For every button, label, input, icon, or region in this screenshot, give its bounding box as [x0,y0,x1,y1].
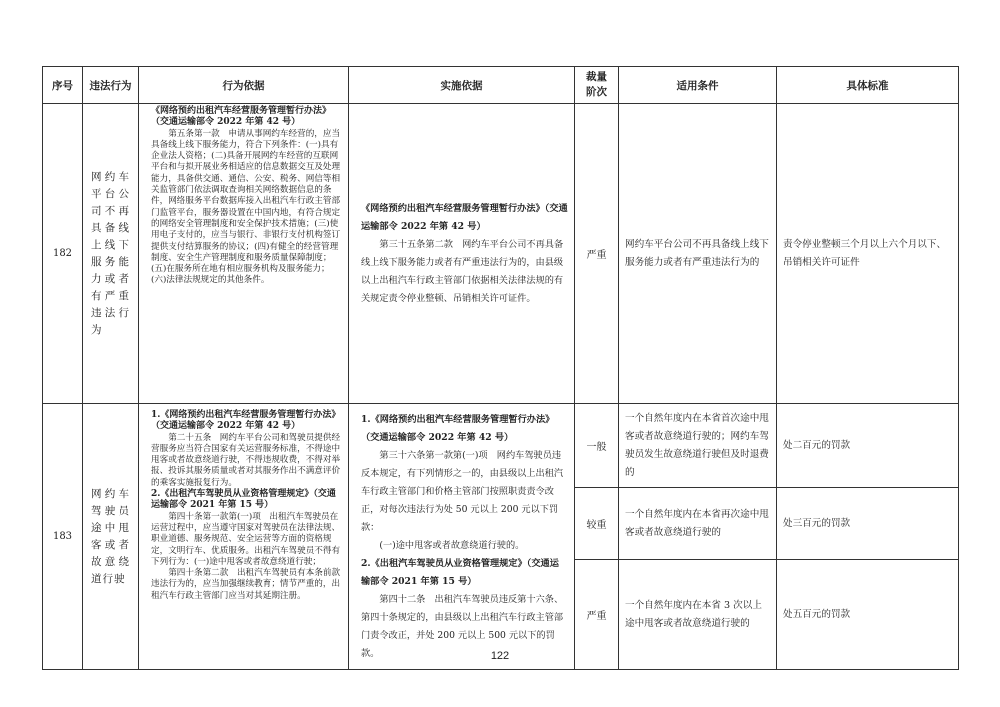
condition-cell: 一个自然年度内在本省首次途中甩客或者故意绕道行驶的；网约车驾驶员发生故意绕道行驶但及时退费的 [619,404,777,488]
basis-cell [139,104,349,404]
level-cell: 一般 [575,404,619,488]
condition-cell: 一个自然年度内在本省 3 次以上途中甩客或者故意绕道行驶的 [619,560,777,670]
header-basis: 行为依据 [139,67,349,104]
basis-clause: 第四十条第一款第(一)项 出租汽车驾驶员在运营过程中，应当遵守国家对驾驶员在法律法规、职业道德、服务规范、安全运营等方面的资格规定，文明行车、优质服务。出租汽车驾驶员不得有下列行为：(一)途中甩客或者故意绕道行驶； [151,511,341,567]
level-cell: 严重 [575,104,619,404]
header-standard: 具体标准 [777,67,959,104]
condition-cell: 一个自然年度内在本省再次途中甩客或者故意绕道行驶的 [619,488,777,560]
basis-cell [139,404,349,670]
implementation-title: 2.《出租汽车驾驶员从业资格管理规定》（交通运输部令 2021 年第 15 号） [361,557,559,587]
row-number: 183 [43,404,83,670]
implementation-clause: 第三十五条第二款 网约车平台公司不再具备线上线下服务能力或者有严重违法行为的，由县级以上出租汽车行政主管部门依据相关法律法规的有关规定责令停业整顿、吊销相关许可证件。 [361,238,564,304]
header-level [575,67,619,104]
row-number: 182 [43,104,83,404]
implementation-clause: 第四十二条 出租汽车驾驶员违反第十六条、第四十条规定的，由县级以上出租汽车行政主管部门责令改正，并处 200 元以上 500 元以下的罚款。 [361,593,564,659]
violation-cell: 网约车平台公司不再具备线上线下服务能力或者有严重违法行为 [83,104,139,404]
implementation-title: 1.《网络预约出租汽车经营服务管理暂行办法》（交通运输部令 2022 年第 42 号） [361,413,555,443]
basis-clause: 第五条第一款 申请从事网约车经营的，应当具备线上线下服务能力，符合下列条件：(一)具有企业法人资格；(二)具备开展网约车经营的互联网平台和与拟开展业务相适应的信息数据交互及处理能力，具备供交通、通信、公安、税务、网信等相关监管部门依法调取查询相关网络数据信息的条件，网络服务平台数据库接入出租汽车行政主管部门监管平台，服务器设置在中国内地，有符合规定的网络安全管理制度和安全保护技术措施；(三)使用电子支付的，应当与银行、非银行支付机构签订提供支付结算服务的协议；(四)有健全的经营管理制度、安全生产管理制度和服务质量保障制度；(五)在服务所在地有相应服务机构及服务能力；(六)法律法规规定的其他条件。 [151,128,341,286]
standard-cell: 责令停业整顿三个月以上六个月以下、吊销相关许可证件 [777,104,959,404]
violation-cell: 网约车驾驶员途中甩客或者故意绕道行驶 [83,404,139,670]
basis-clause: 第四十条第二款 出租汽车驾驶员有本条前款违法行为的，应当加强继续教育；情节严重的，出租汽车行政主管部门应当对其延期注册。 [151,568,341,601]
basis-title: 2.《出租汽车驾驶员从业资格管理规定》（交通运输部令 2021 年第 15 号） [151,489,336,511]
table-row [43,404,959,488]
standard-cell: 处二百元的罚款 [777,404,959,488]
standard-cell: 处三百元的罚款 [777,488,959,560]
basis-title: 《网络预约出租汽车经营服务管理暂行办法》（交通运输部令 2022 年第 42 号） [151,106,332,128]
level-cell: 严重 [575,560,619,670]
table-row [43,104,959,404]
page-number: 122 [490,650,510,662]
table-header-row [43,67,959,104]
standard-cell: 处五百元的罚款 [777,560,959,670]
basis-clause: 第二十五条 网约车平台公司和驾驶员提供经营服务应当符合国家有关运营服务标准，不得途中甩客或者故意绕道行驶，不得违规收费，不得对举报、投诉其服务质量或者对其服务作出不满意评价的乘客实施报复行为。 [151,432,341,488]
header-implementation: 实施依据 [349,67,575,104]
header-violation: 违法行为 [83,67,139,104]
basis-title: 1.《网络预约出租汽车经营服务管理暂行办法》（交通运输部令 2022 年第 42 号） [151,410,341,432]
level-cell: 较重 [575,488,619,560]
header-level-text: 裁量阶次 [586,71,607,98]
implementation-clause: 第三十六条第一款第(一)项 网约车驾驶员违反本规定，有下列情形之一的，由县级以上出租汽车行政主管部门和价格主管部门按照职责责令改正，对每次违法行为处 50 元以上 200 元以下罚款： [361,449,564,533]
implementation-cell [349,104,575,404]
implementation-cell [349,404,575,670]
penalty-standards-table [42,66,959,670]
header-no: 序号 [43,67,83,104]
implementation-title: 《网络预约出租汽车经营服务管理暂行办法》（交通运输部令 2022 年第 42 号） [361,202,568,232]
header-condition: 适用条件 [619,67,777,104]
implementation-clause: (一)途中甩客或者故意绕道行驶的。 [379,539,525,551]
condition-cell: 网约车平台公司不再具备线上线下服务能力或者有严重违法行为的 [619,104,777,404]
